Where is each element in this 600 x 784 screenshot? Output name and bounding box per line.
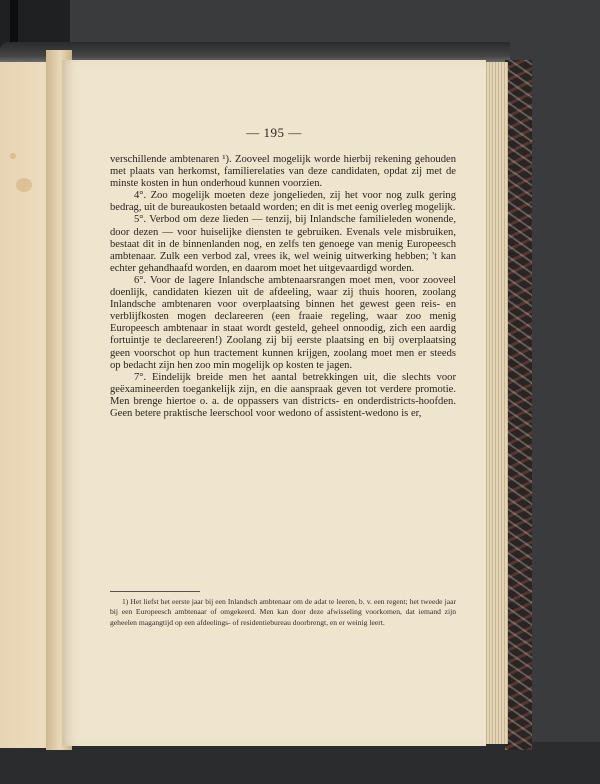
paragraph: 7°. Eindelijk breide men het aantal betrekkingen uit, die slechts voor geëxamineerden toegankelijk zijn, en die aanspraak geven tot verdere promotie. Men brenge hiertoe o. a. de oppassers van districts- en onderdistricts-hoofden. Geen betere praktische leerschool voor wedono of assistent-wedono is er, bbox=[110, 371, 456, 419]
paragraph: 6°. Voor de lagere Inlandsche ambtenaarsrangen moet men, voor zooveel doenlijk, candidaten kiezen uit de afdeeling, waar zij thuis hooren, zoolang Inlandsche ambtenaren voor overplaatsing binnen het gewest geen reis- en verblijfkosten mogen declareeren (een fraaie regeling, waar zoo menig Europeesch ambtenaar in staat wordt gesteld, geheel onnoodig, zich een aardig fortuintje te declareeren!) Zoolang zij bij eerste plaatsing en bij overplaatsing geen voorschot op hun tractement kunnen krijgen, zoolang moet men er steeds op bedacht zijn hen zoo min mogelijk op kosten te jagen. bbox=[110, 274, 456, 371]
footnote bbox=[110, 597, 456, 628]
paragraph: 4°. Zoo mogelijk moeten deze jongelieden, zij het voor nog zulk gering bedrag, uit de bureaukosten betaald worden; en dit is met eenig overleg mogelijk. bbox=[110, 190, 456, 214]
book-page bbox=[62, 60, 486, 746]
body-text bbox=[110, 154, 456, 420]
footnote-rule bbox=[110, 591, 200, 592]
marbled-cover-edge bbox=[505, 60, 532, 750]
paragraph: 5°. Verbod om deze lieden — tenzij, bij Inlandsche familieleden wonende, door dezen — voor huiselijke diensten te gebruiken. Evenals vele misbruiken, bestaat dit in de binnenlanden nog, en zelfs ten genoege van menig Europeesch ambtenaar. Zulk een verbod zal, vrees ik, wel weinig uitwerking hebben; 't kan echter gehandhaafd worden, en daarom moet het uitgevaardigd worden. bbox=[110, 214, 456, 274]
book-cover-top bbox=[0, 42, 510, 62]
foxing-stain bbox=[10, 153, 16, 159]
page-number: — 195 — bbox=[246, 125, 302, 140]
footnote-text: 1) Het liefst het eerste jaar bij een Inlandsch ambtenaar om de adat te leeren, b. v. een regent; het tweede jaar bij een Europeesch ambtenaar of omgekeerd. Men kan door deze afwisseling voorkomen, dat iemand zijn geheelen magangtijd op een afdeelings- of residentiebureau doorbrengt, en er weinig leert. bbox=[110, 597, 456, 627]
foxing-stain bbox=[16, 178, 32, 192]
paragraph: verschillende ambtenaren ¹). Zooveel mogelijk worde hierbij rekening gehouden met plaats van herkomst, familierelaties van deze candidaten, opdat zij met de minste kosten in hun onderhoud kunnen voorzien. bbox=[110, 154, 456, 190]
